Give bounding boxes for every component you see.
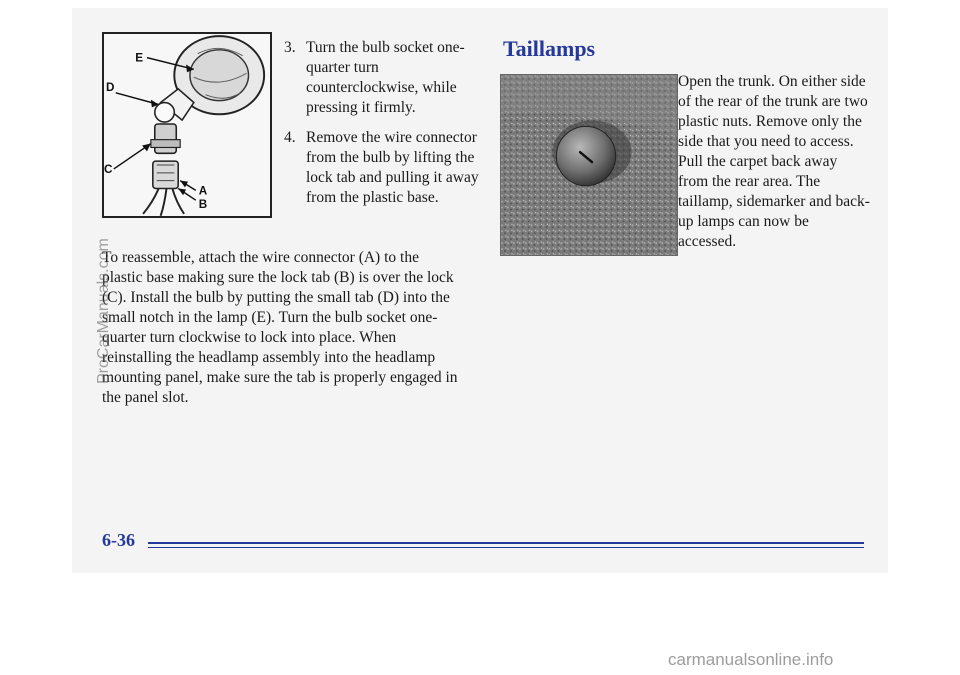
section-heading: Taillamps (503, 36, 596, 61)
label-e: E (135, 51, 144, 65)
instruction-steps (284, 38, 484, 218)
page-number: 6-36 (102, 530, 135, 550)
footer-rule (148, 542, 864, 544)
plastic-nut-photo (500, 74, 678, 256)
manual-page (72, 8, 888, 573)
footer-rule-thin (148, 547, 864, 548)
label-c: C (104, 162, 113, 176)
page-footer (102, 528, 862, 558)
taillamp-instructions: Open the trunk. On either side of the rear of the trunk are two plastic nuts. Remove only the side that you need to access. Pull the carpet back away from the rear area. The taillamp, sidemarker and back-up lamps can now be accessed. (678, 73, 870, 250)
step-item (284, 128, 484, 208)
step-text: Remove the wire connector from the bulb by lifting the lock tab and pulling it away from the plastic base. (306, 129, 479, 206)
trunk-carpet-photo-svg (501, 75, 677, 255)
step-number: 3. (284, 39, 296, 56)
watermark-left: ProCarManuals.com (95, 238, 112, 384)
label-a: A (198, 184, 208, 198)
step-item (284, 38, 484, 118)
reassembly-paragraph: To reassemble, attach the wire connector (A) to the plastic base making sure the lock tab (B) is over the lock (C). Install the bulb by putting the small tab (D) into the small notch in the lamp (E). Turn the bulb socket one-quarter turn clockwise to lock into place. When reinstalling the headlamp assembly into the headlamp mounting panel, make sure the tab is properly engaged in the panel slot. (102, 249, 458, 406)
label-d: D (105, 80, 115, 94)
step-text: Turn the bulb socket one-quarter turn counterclockwise, while pressing it firmly. (306, 39, 465, 116)
headlamp-bulb-illustration (102, 32, 272, 218)
step-number: 4. (284, 129, 296, 146)
label-b: B (198, 198, 208, 211)
watermark-bottom: carmanualsonline.info (668, 650, 834, 669)
bulb-diagram-svg (104, 34, 270, 216)
